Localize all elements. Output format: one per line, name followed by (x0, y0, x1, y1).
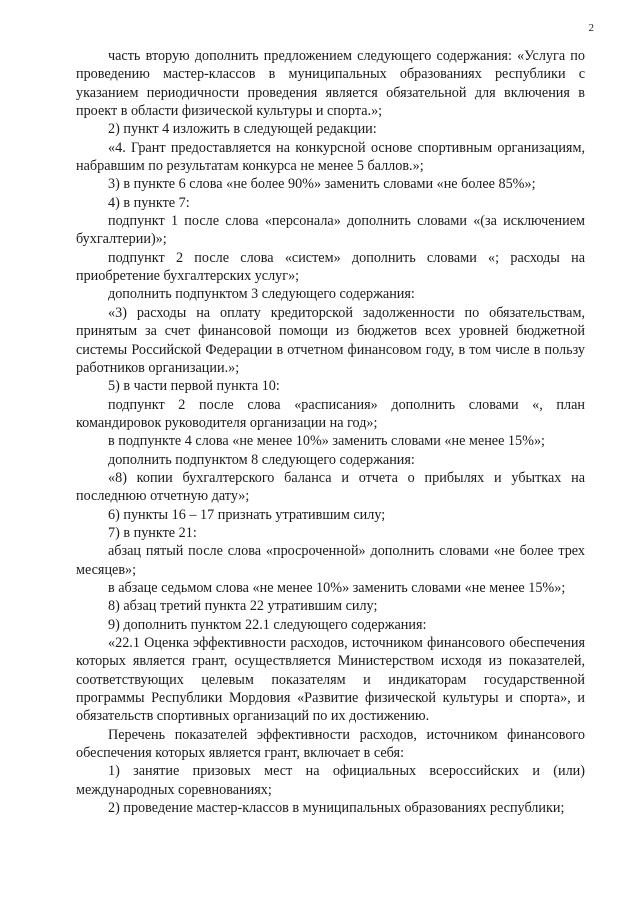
paragraph: подпункт 2 после слова «расписания» дополнить словами «, план командировок руководителя организации на год»; (76, 396, 585, 431)
paragraph: Перечень показателей эффективности расходов, источником финансового обеспечения которых является грант, включает в себя: (76, 726, 585, 762)
paragraph: 3) в пункте 6 слова «не более 90%» заменить словами «не более 85%»; (108, 176, 536, 193)
paragraph: 4) в пункте 7: (108, 194, 190, 211)
paragraph: 9) дополнить пунктом 22.1 следующего содержания: (108, 616, 427, 633)
paragraph: дополнить подпунктом 3 следующего содержания: (108, 286, 415, 303)
paragraph: «4. Грант предоставляется на конкурсной основе спортивным организациям, набравшим по результатам конкурса не менее 5 баллов.»; (76, 139, 585, 175)
paragraph: дополнить подпунктом 8 следующего содержания: (108, 451, 415, 468)
paragraph: 6) пункты 16 – 17 признать утратившим силу; (108, 506, 386, 523)
paragraph: 7) в пункте 21: (108, 524, 197, 541)
paragraph: «8) копии бухгалтерского баланса и отчета о прибылях и убытках на последнюю отчетную дату»; (76, 469, 585, 505)
document-body (76, 47, 585, 817)
paragraph: абзац пятый после слова «просроченной» дополнить словами «не более трех месяцев»; (76, 543, 585, 578)
paragraph: 1) занятие призовых мест на официальных всероссийских и (или) международных соревнованиях; (76, 763, 585, 798)
paragraph: «22.1 Оценка эффективности расходов, источником финансового обеспечения которых является грант, осуществляется Министерством исходя из показателей, соответствующих целевым показателям и индикаторам государственной программы Республики Мордовия «Развитие физической культуры и спорта», и обязательств спортивных организаций по их достижению. (76, 635, 585, 725)
paragraph: 5) в части первой пункта 10: (108, 378, 280, 395)
paragraph: 8) абзац третий пункта 22 утратившим силу; (108, 598, 378, 615)
paragraph: в подпункте 4 слова «не менее 10%» заменить словами «не менее 15%»; (108, 433, 545, 450)
paragraph: подпункт 2 после слова «систем» дополнить словами «; расходы на приобретение бухгалтерских услуг»; (76, 249, 585, 285)
paragraph: подпункт 1 после слова «персонала» дополнить словами «(за исключением бухгалтерии)»; (76, 213, 585, 248)
paragraph: часть вторую дополнить предложением следующего содержания: «Услуга по проведению мастер-классов в муниципальных образованиях республики с указанием периодичности проведения является обязательной для включения в проект в области физической культуры и спорта.»; (76, 48, 585, 120)
paragraph: «3) расходы на оплату кредиторской задолженности по обязательствам, принятым за счет финансовой помощи из бюджетов всех уровней бюджетной системы Российской Федерации в отчетном финансовом году, в том числе в пользу работников организации.»; (76, 304, 585, 376)
page-number: 2 (588, 22, 594, 34)
paragraph: в абзаце седьмом слова «не менее 10%» заменить словами «не менее 15%»; (108, 579, 566, 596)
paragraph: 2) проведение мастер-классов в муниципальных образованиях республики; (108, 800, 565, 817)
paragraph: 2) пункт 4 изложить в следующей редакции: (108, 121, 377, 138)
